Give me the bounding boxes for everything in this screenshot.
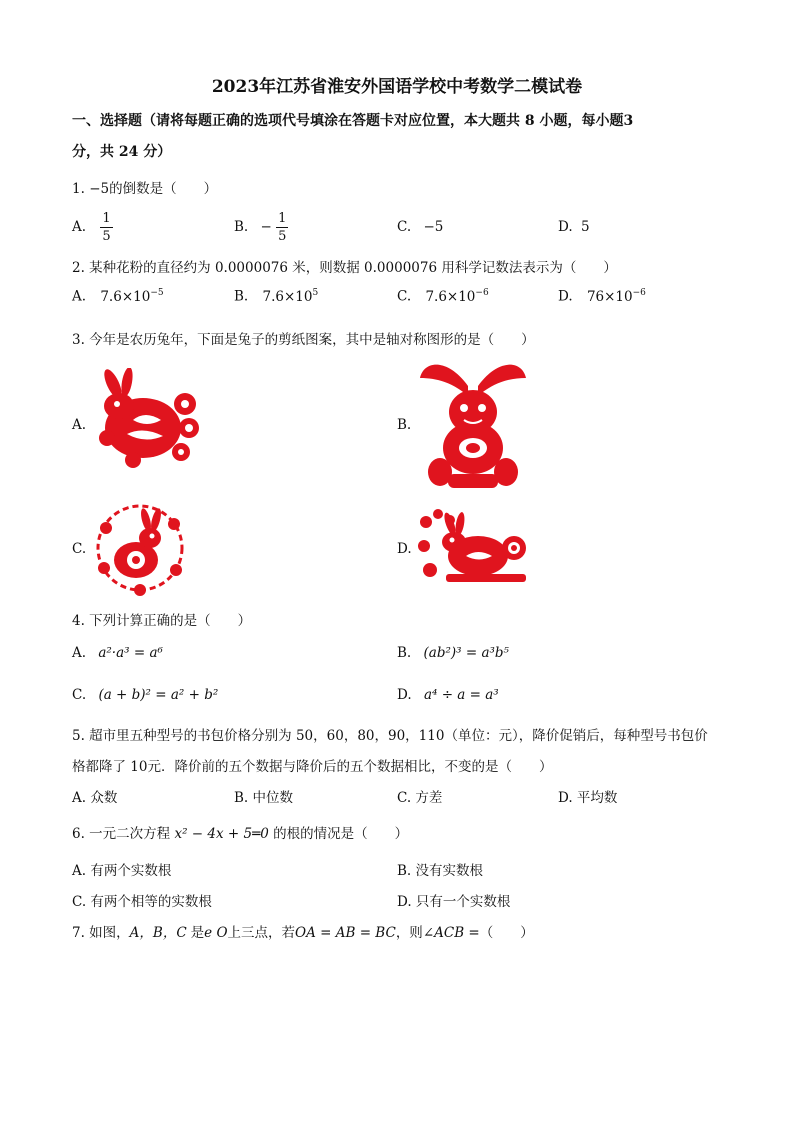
fraction: [276, 210, 288, 245]
option-value: 5: [580, 219, 590, 235]
question-4: 4. 下列计算正确的是（ ）: [72, 613, 252, 629]
option-label: A.: [72, 645, 87, 661]
q6-option-d[interactable]: D. 只有一个实数根: [397, 894, 511, 910]
option-base: 7.6×10: [100, 288, 151, 305]
option-label: B.: [397, 645, 412, 661]
q6-option-b[interactable]: B. 没有实数根: [397, 863, 484, 879]
option-expression: a⁴ ÷ a = a³: [423, 687, 499, 703]
option-label: C.: [72, 687, 87, 703]
q7-end: （ ）: [479, 925, 534, 941]
option-label: A.: [72, 288, 87, 305]
q7-prefix: 7. 如图，: [72, 925, 130, 941]
option-base: 76×10: [586, 288, 633, 305]
option-base: 7.6×10: [425, 288, 476, 305]
numerator: 1: [278, 211, 287, 226]
q4-option-b[interactable]: [397, 645, 509, 661]
q7-points: A，B，C: [129, 925, 187, 941]
rabbit-papercut-a-icon[interactable]: [93, 368, 205, 472]
rabbit-papercut-b-icon[interactable]: [418, 356, 528, 490]
q6-equation: x² − 4x + 5═0: [174, 826, 269, 842]
option-expression: (ab²)³ = a³b⁵: [423, 645, 509, 661]
q7-text2: 上三点，若: [227, 925, 296, 941]
section-heading-line1: 一、选择题（请将每题正确的选项代号填涂在答题卡对应位置，本大题共 8 小题，每小题3: [72, 113, 634, 129]
option-label: C.: [397, 288, 412, 305]
question-2: 2. 某种花粉的直径约为 0.0000076 米，则数据 0.0000076 用科学记数法表示为（ ）: [72, 260, 617, 276]
q3-option-b-label[interactable]: B.: [397, 417, 412, 433]
option-label: C.: [397, 219, 412, 235]
denominator: 5: [102, 229, 111, 244]
q7-angle: ∠ACB =: [422, 925, 480, 941]
q5-option-d[interactable]: D. 平均数: [558, 790, 618, 806]
rabbit-papercut-d-icon[interactable]: [416, 508, 528, 586]
exponent: −6: [475, 288, 489, 298]
q2-option-d[interactable]: [558, 288, 646, 305]
question-6: [72, 822, 408, 842]
q7-text3: ，则: [395, 925, 423, 941]
option-label: B.: [234, 219, 249, 235]
question-5-line2: 格都降了 10元．降价前的五个数据与降价后的五个数据相比，不变的是（ ）: [72, 759, 553, 775]
question-5-line1: 5. 超市里五种型号的书包价格分别为 50，60，80，90，110（单位：元），降价促销后，每种型号书包价: [72, 728, 708, 744]
option-value: −5: [423, 219, 444, 235]
option-label: B.: [234, 288, 249, 305]
q6-suffix: 的根的情况是（ ）: [273, 826, 409, 842]
q7-text: 是: [190, 925, 205, 941]
exponent: −6: [632, 288, 646, 298]
q4-option-c[interactable]: [72, 687, 218, 703]
q1-option-c[interactable]: [397, 219, 443, 235]
q1-text: 的倒数是（ ）: [109, 181, 218, 197]
exponent: −5: [150, 288, 164, 298]
question-7: [72, 921, 534, 941]
q1-option-a[interactable]: [72, 210, 113, 245]
q6-option-a[interactable]: A. 有两个实数根: [72, 863, 172, 879]
q3-option-c-label[interactable]: C.: [72, 541, 87, 557]
q4-option-d[interactable]: [397, 687, 499, 703]
q2-option-b[interactable]: [234, 288, 318, 305]
exponent: 5: [312, 288, 319, 298]
option-label: D.: [397, 687, 412, 703]
option-label: D.: [558, 288, 573, 305]
option-label: A.: [72, 219, 87, 235]
q1-number: 1.: [72, 181, 85, 197]
q1-option-d[interactable]: [558, 219, 590, 235]
option-expression: a²·a³ = a⁶: [98, 645, 163, 661]
q7-circle: e O: [204, 925, 228, 941]
numerator: 1: [102, 211, 111, 226]
fraction: [100, 210, 112, 245]
option-base: 7.6×10: [262, 288, 313, 305]
question-1: [72, 177, 217, 197]
q6-prefix: 6. 一元二次方程: [72, 826, 171, 842]
question-3: 3. 今年是农历兔年，下面是兔子的剪纸图案，其中是轴对称图形的是（ ）: [72, 332, 535, 348]
option-label: D.: [558, 219, 573, 235]
section-heading-line2: 分，共 24 分）: [72, 144, 172, 160]
q5-option-a[interactable]: A. 众数: [72, 790, 118, 806]
q5-option-c[interactable]: C. 方差: [397, 790, 443, 806]
q3-option-d-label[interactable]: D.: [397, 541, 412, 557]
q2-option-c[interactable]: [397, 288, 489, 305]
minus-sign: −: [260, 219, 272, 235]
q2-option-a[interactable]: [72, 288, 164, 305]
q7-condition: OA = AB = BC: [295, 925, 396, 941]
page-title: 2023年江苏省淮安外国语学校中考数学二模试卷: [211, 77, 583, 97]
rabbit-papercut-c-icon[interactable]: [94, 498, 186, 598]
q6-option-c[interactable]: C. 有两个相等的实数根: [72, 894, 212, 910]
option-expression: (a + b)² = a² + b²: [98, 687, 219, 703]
q1-expression: −5: [89, 181, 110, 197]
q3-option-a-label[interactable]: A.: [72, 417, 87, 433]
q1-option-b[interactable]: [234, 210, 288, 245]
q4-option-a[interactable]: [72, 645, 163, 661]
denominator: 5: [278, 229, 287, 244]
q5-option-b[interactable]: B. 中位数: [234, 790, 294, 806]
